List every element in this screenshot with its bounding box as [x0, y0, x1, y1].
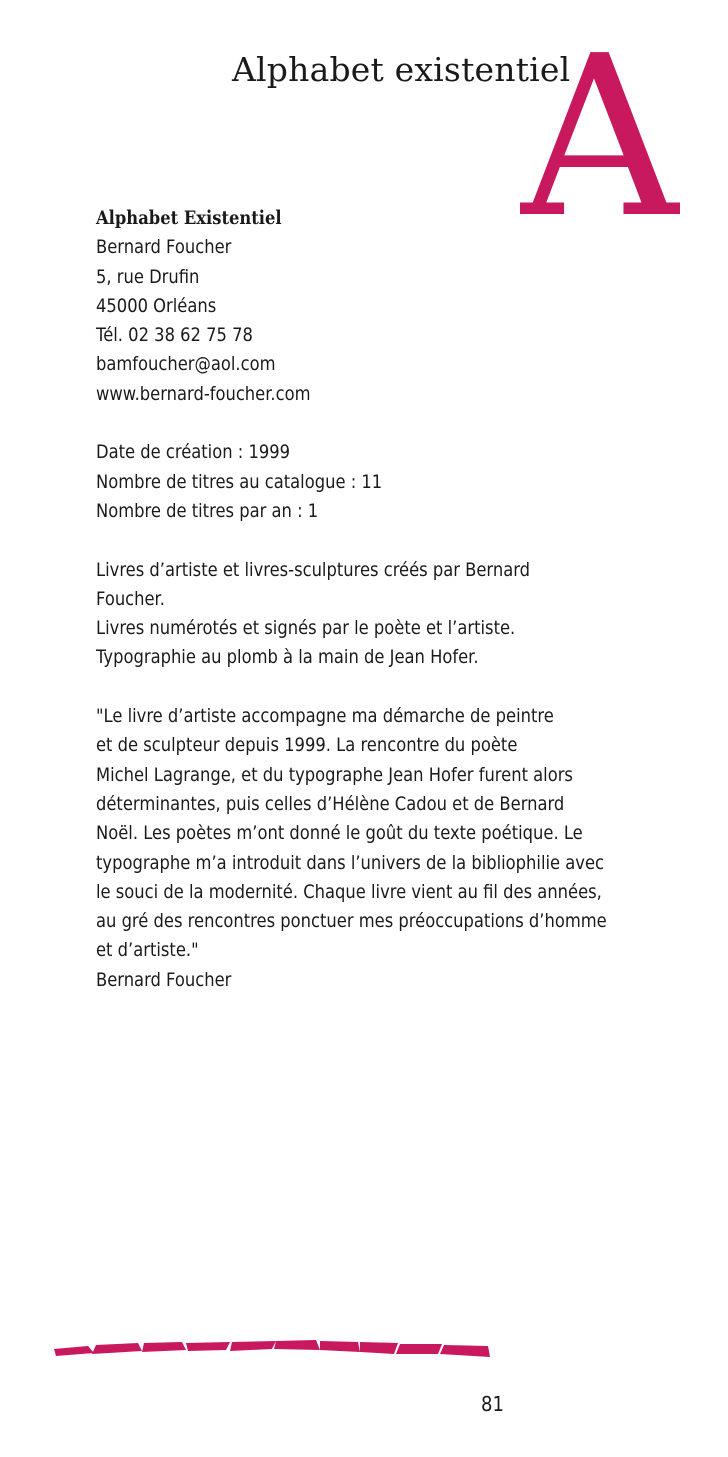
spacer — [96, 409, 656, 438]
description-line: Foucher. — [96, 587, 165, 610]
contact-person: Bernard Foucher — [96, 236, 232, 259]
decorative-dash-bar — [54, 1340, 494, 1360]
quote-line: Michel Lagrange, et du typographe Jean Hofer furent alors — [96, 763, 573, 786]
quote-line: au gré des rencontres ponctuer mes préoccupations d’homme — [96, 910, 607, 933]
big-letter-a: A — [520, 38, 680, 218]
quote-line: et de sculpteur depuis 1999. La rencontre du poète — [96, 734, 518, 757]
quote-line: et d’artiste." — [96, 939, 199, 962]
big-letter-a-logo — [520, 38, 680, 218]
creation-date: Date de création : 1999 — [96, 441, 291, 464]
page-number: 81 — [481, 1392, 504, 1416]
publisher-name: Alphabet Existentiel — [96, 207, 282, 229]
page-title: Alphabet existentiel — [232, 50, 571, 89]
quote-line: déterminantes, puis celles d’Hélène Cadou et de Bernard — [96, 792, 565, 815]
publisher-entry — [96, 204, 656, 995]
titles-per-year: Nombre de titres par an : 1 — [96, 499, 319, 522]
description-line: Typographie au plomb à la main de Jean Hofer. — [96, 646, 479, 669]
description-line: Livres d’artiste et livres-sculptures créés par Bernard — [96, 558, 531, 581]
quote-author: Bernard Foucher — [96, 968, 232, 991]
city-address: 45000 Orléans — [96, 294, 217, 317]
quote-line: le souci de la modernité. Chaque livre vient au fil des années, — [96, 880, 602, 903]
spacer — [96, 673, 656, 702]
website-link[interactable]: www.bernard-foucher.com — [96, 382, 311, 405]
quote-line: Noël. Les poètes m’ont donné le goût du texte poétique. Le — [96, 822, 583, 845]
quote-line: typographe m’a introduit dans l’univers de la bibliophilie avec — [96, 851, 605, 874]
description-line: Livres numérotés et signés par le poète et l’artiste. — [96, 617, 516, 640]
email-link[interactable]: bamfoucher@aol.com — [96, 353, 276, 376]
catalogue-count: Nombre de titres au catalogue : 11 — [96, 470, 383, 493]
phone-number: Tél. 02 38 62 75 78 — [96, 324, 253, 347]
quote-line: "Le livre d’artiste accompagne ma démarche de peintre — [96, 705, 554, 728]
street-address: 5, rue Drufin — [96, 265, 200, 288]
spacer — [96, 526, 656, 555]
